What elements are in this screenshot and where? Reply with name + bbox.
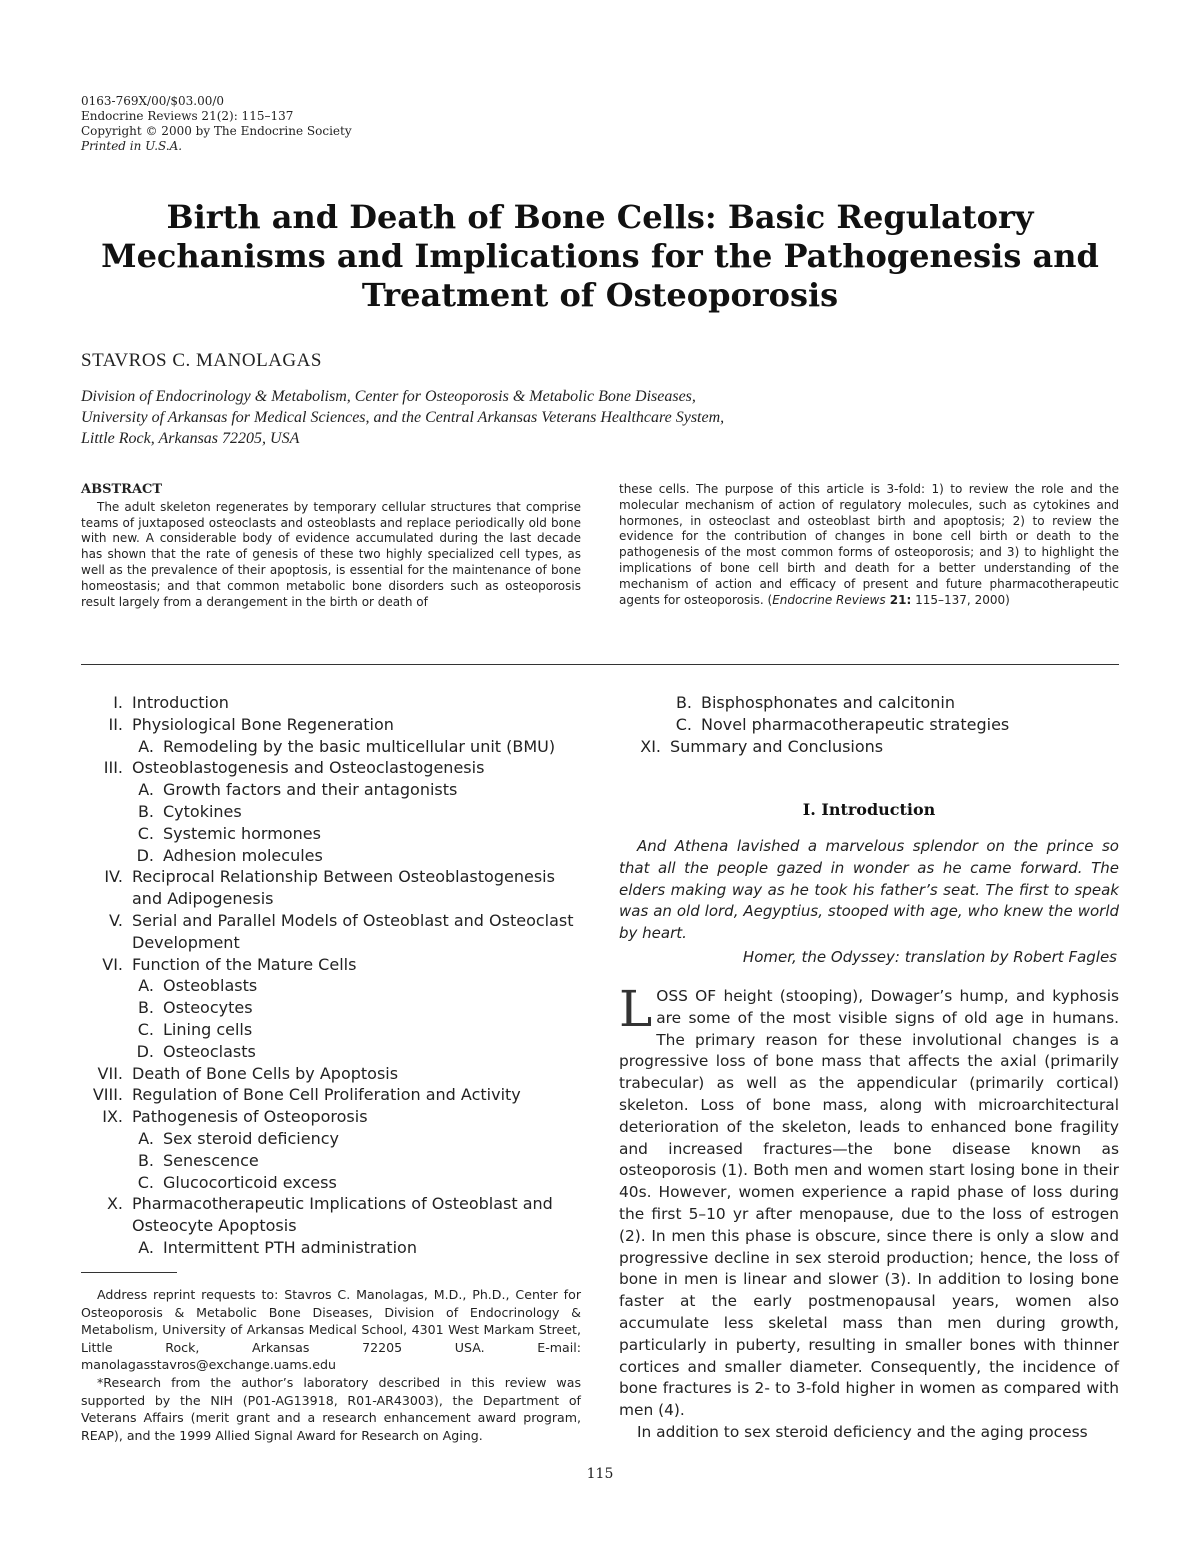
toc-entry-number: VIII.	[92, 1085, 123, 1105]
table-of-contents-left	[81, 692, 581, 1259]
toc-entry	[81, 845, 581, 867]
epigraph-quote: And Athena lavished a marvelous splendor on the prince so that all the people gazed in wonder as he came forward. The elders making way as he took his father’s seat. The first to speak was an old lord, Aegyptius, stooped with age, who knew the world by heart.	[619, 837, 1120, 943]
toc-entry-number: B.	[137, 1150, 154, 1170]
toc-entry	[81, 1106, 581, 1128]
toc-entry-number: A.	[138, 976, 154, 996]
copyright-line: Copyright © 2000 by The Endocrine Society	[81, 124, 352, 138]
toc-entry-number: II.	[108, 714, 123, 734]
toc-entry-number: B.	[675, 693, 692, 712]
section-heading: I. Introduction	[802, 800, 936, 819]
toc-entry-title: Sex steroid deficiency	[163, 1128, 339, 1148]
toc-entry	[81, 1084, 581, 1106]
toc-entry	[619, 692, 1119, 714]
toc-entry-number: I.	[113, 693, 123, 712]
body-paragraph: In addition to sex steroid deficiency and the aging process	[637, 1422, 1088, 1441]
affiliation-line: University of Arkansas for Medical Sciences, and the Central Arkansas Veterans Healthcare System,	[81, 409, 725, 426]
toc-entry-title: Summary and Conclusions	[670, 736, 884, 756]
toc-entry-title: Serial and Parallel Models of Osteoblast and Osteoclast Development	[132, 910, 574, 952]
toc-entry	[81, 975, 581, 997]
toc-entry-title: Remodeling by the basic multicellular unit (BMU)	[163, 736, 556, 756]
toc-entry	[81, 997, 581, 1019]
toc-entry	[619, 736, 1119, 758]
toc-entry	[81, 779, 581, 801]
toc-entry-number: A.	[138, 1237, 154, 1257]
toc-entry-number: V.	[109, 910, 123, 930]
toc-entry-number: A.	[138, 780, 154, 800]
journal-citation-line: Endocrine Reviews 21(2): 115–137	[81, 109, 294, 123]
toc-entry-number: B.	[137, 801, 154, 821]
toc-entry	[81, 801, 581, 823]
issn-line: 0163-769X/00/$03.00/0	[81, 94, 225, 108]
toc-entry	[81, 1193, 581, 1237]
footnote-address: Address reprint requests to: Stavros C. Manolagas, M.D., Ph.D., Center for Osteoporosis & Metabolic Bone Diseases, Division of Endocrinology & Metabolism, University of Arkansas Medical School, 4301 West Markam Street, Little Rock, Arkansas 72205 USA. E-mail: manolagasstavros@exchange.uams.edu	[81, 1287, 581, 1373]
abstract-citation-volume: 21:	[885, 592, 912, 607]
toc-entry-title: Intermittent PTH administration	[163, 1237, 417, 1257]
toc-entry-title: Osteoblastogenesis and Osteoclastogenesis	[132, 758, 485, 778]
toc-entry-title: Introduction	[132, 693, 229, 712]
body-paragraph: LOSS OF height (stooping), Dowager’s hump, and kyphosis are some of the most visible signs of old age in humans. The primary reason for these involutional changes is a progressive loss of bone mass that affects the axial (primarily trabecular) as well as the appendicular (primarily cortical) skeleton. Loss of bone mass, along with microarchitectural deterioration of the skeleton, leads to enhanced bone fragility and increased fractures—the bone disease known as osteoporosis (1). Both men and women start losing bone in their 40s. However, women experience a rapid phase of loss during the first 5–10 yr after menopause, due to the loss of estrogen (2). In men this phase is obscure, since there is only a slow and progressive decline in sex steroid production; hence, the loss of bone in men is linear and slower (3). In addition to losing bone faster at the early postmenopausal years, women also accumulate less skeletal mass than men during growth, particularly in puberty, resulting in smaller bones with thinner cortices and smaller diameter. Consequently, the incidence of bone fractures is 2- to 3-fold higher in women as compared with men (4).	[619, 980, 1119, 1420]
abstract-text-left: The adult skeleton regenerates by temporary cellular structures that comprise teams of juxtaposed osteoclasts and osteoblasts and replace periodically old bone with new. A considerable body of evidence accumulated during the last decade has shown that the rate of genesis of these two highly specialized cell types, as well as the prevalence of their apoptosis, is essential for the maintenance of bone homeostasis; and that common metabolic bone disorders such as osteoporosis result largely from a derangement in the birth or death of	[81, 499, 581, 609]
toc-entry-number: A.	[138, 1128, 154, 1148]
toc-entry-title: Regulation of Bone Cell Proliferation and Activity	[132, 1085, 521, 1105]
author-affiliation	[81, 386, 724, 449]
toc-entry-title: Osteoclasts	[163, 1041, 256, 1061]
toc-entry-title: Bisphosphonates and calcitonin	[701, 693, 956, 712]
toc-entry-title: Systemic hormones	[163, 823, 321, 843]
toc-entry-number: XI.	[640, 736, 661, 756]
toc-entry	[81, 910, 581, 954]
toc-entry	[81, 954, 581, 976]
table-of-contents-right	[619, 692, 1119, 757]
toc-entry	[81, 866, 581, 910]
toc-entry-title: Pathogenesis of Osteoporosis	[132, 1107, 368, 1127]
toc-entry-number: D.	[136, 845, 154, 865]
abstract-divider	[81, 664, 1119, 665]
toc-entry-title: Adhesion molecules	[163, 845, 323, 865]
affiliation-line: Division of Endocrinology & Metabolism, Center for Osteoporosis & Metabolic Bone Diseases,	[81, 388, 696, 405]
toc-entry	[81, 1172, 581, 1194]
toc-entry-number: X.	[106, 1194, 123, 1214]
abstract-citation-pages: 115–137, 2000)	[911, 592, 1010, 607]
toc-entry-number: IX.	[102, 1107, 123, 1127]
footnotes	[81, 1286, 581, 1444]
toc-entry-number: B.	[137, 998, 154, 1018]
toc-entry-title: Pharmacotherapeutic Implications of Osteoblast and Osteocyte Apoptosis	[132, 1194, 553, 1236]
toc-entry-number: C.	[137, 1172, 154, 1192]
abstract-citation-journal: Endocrine Reviews	[772, 592, 886, 607]
toc-entry	[81, 692, 581, 714]
author-name: STAVROS C. MANOLAGAS	[81, 350, 322, 371]
toc-entry-title: Glucocorticoid excess	[163, 1172, 337, 1192]
toc-entry	[81, 757, 581, 779]
toc-entry	[81, 736, 581, 758]
toc-entry-title: Growth factors and their antagonists	[163, 780, 458, 800]
affiliation-line: Little Rock, Arkansas 72205, USA	[81, 430, 300, 447]
toc-entry-title: Death of Bone Cells by Apoptosis	[132, 1063, 399, 1083]
toc-entry-number: C.	[675, 714, 692, 734]
epigraph-attribution: Homer, the Odyssey: translation by Robert Fagles	[742, 948, 1117, 966]
toc-entry-title: Function of the Mature Cells	[132, 954, 357, 974]
introduction-body	[619, 980, 1119, 1459]
toc-entry-number: IV.	[104, 867, 123, 887]
toc-entry	[81, 1041, 581, 1063]
article-title: Birth and Death of Bone Cells: Basic Regulatory Mechanisms and Implications for the Pathogenesis and Treatment of Osteoporosis	[101, 198, 1099, 314]
footnote-divider	[81, 1272, 177, 1273]
abstract-right-column: these cells. The purpose of this article is 3-fold: 1) to review the role and the molecular mechanism of action of regulatory molecules, such as cytokines and hormones, in osteoclast and osteoblast birth and apoptosis; 2) to review the evidence for the contribution of changes in bone cell birth or death to the pathogenesis of the most common forms of osteoporosis; and 3) to highlight the implications of bone cell birth and death for a better understanding of the mechanism of action and efficacy of present and future pharmacotherapeutic agents for osteoporosis. (Endocrine Reviews 21: 115–137, 2000)	[619, 482, 1119, 607]
epigraph-emphasis: stooped with age	[827, 902, 958, 921]
toc-entry	[81, 1019, 581, 1041]
toc-entry-number: D.	[136, 1041, 154, 1061]
toc-entry	[81, 1237, 581, 1259]
drop-cap: L	[619, 980, 653, 1038]
toc-entry-title: Lining cells	[163, 1019, 253, 1039]
toc-entry-number: VII.	[97, 1063, 123, 1083]
toc-entry-title: Reciprocal Relationship Between Osteoblastogenesis and Adipogenesis	[132, 867, 555, 909]
toc-entry	[81, 714, 581, 736]
toc-entry-title: Novel pharmacotherapeutic strategies	[701, 714, 1010, 734]
toc-entry-title: Cytokines	[163, 801, 242, 821]
footnote-funding: *Research from the author’s laboratory described in this review was supported by the NIH (P01-AG13918, R01-AR43003), the Department of Veterans Affairs (merit grant and a research enhancement award program, REAP), and the 1999 Allied Signal Award for Research on Aging.	[81, 1374, 581, 1443]
toc-entry	[81, 823, 581, 845]
toc-entry-title: Osteoblasts	[163, 976, 258, 996]
page-number: 115	[586, 1466, 614, 1482]
toc-entry	[81, 1150, 581, 1172]
toc-entry-number: C.	[137, 823, 154, 843]
toc-entry	[619, 714, 1119, 736]
journal-masthead	[81, 94, 352, 154]
toc-entry-number: VI.	[102, 954, 123, 974]
toc-entry-number: C.	[137, 1019, 154, 1039]
toc-entry	[81, 1063, 581, 1085]
toc-entry	[81, 1128, 581, 1150]
toc-entry-title: Physiological Bone Regeneration	[132, 714, 394, 734]
printed-line: Printed in U.S.A.	[81, 139, 183, 153]
abstract-heading: ABSTRACT	[81, 482, 163, 497]
toc-entry-title: Osteocytes	[163, 998, 253, 1018]
toc-entry-number: III.	[103, 758, 123, 778]
toc-entry-number: A.	[138, 736, 154, 756]
abstract-text-right: these cells. The purpose of this article is 3-fold: 1) to review the role and the molecular mechanism of action of regulatory molecules, such as cytokines and hormones, in osteoclast and osteoblast birth and apoptosis; 2) to review the evidence for the contribution of changes in bone cell birth or death to the pathogenesis of the most common forms of osteoporosis; and 3) to highlight the implications of bone cell birth and death for a better understanding of the mechanism of action and efficacy of present and future pharmacotherapeutic agents for osteoporosis.	[619, 482, 1119, 607]
abstract-left-column	[81, 482, 581, 610]
toc-entry-title: Senescence	[163, 1150, 259, 1170]
